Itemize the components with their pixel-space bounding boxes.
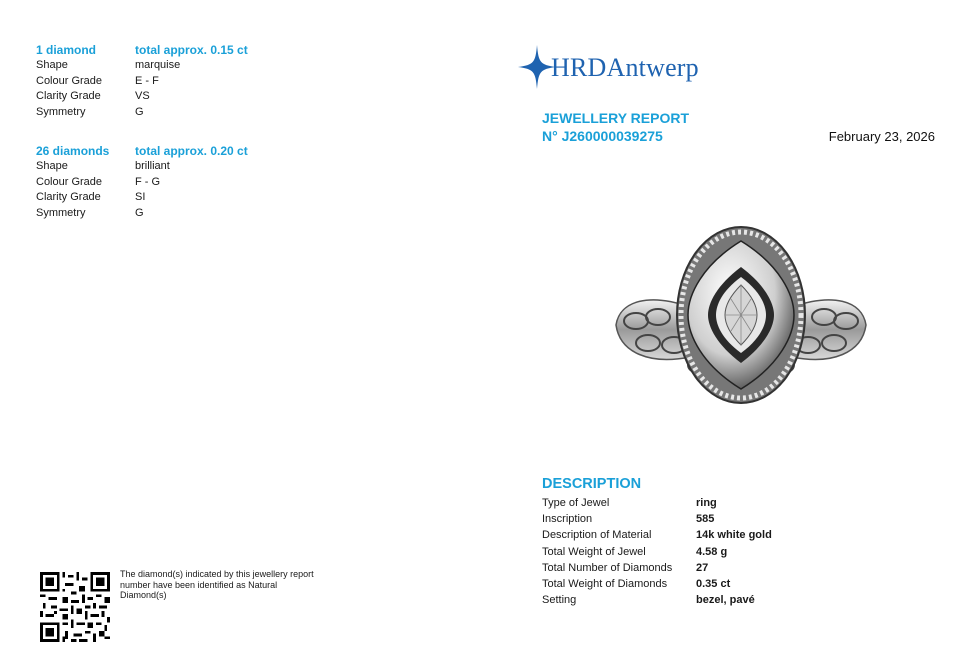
- description-value: 585: [696, 513, 715, 526]
- diamond-group-header: [36, 43, 296, 58]
- description-row: [542, 592, 772, 608]
- description-value: 0.35 ct: [696, 577, 731, 590]
- diamond-count: 1 diamond: [36, 43, 97, 57]
- spec-row: [36, 190, 296, 206]
- spec-row: [36, 58, 296, 74]
- description-value: 4.58 g: [696, 545, 728, 558]
- spec-row: [36, 159, 296, 175]
- spec-label: Clarity Grade: [36, 191, 101, 203]
- spec-row: [36, 105, 296, 121]
- diamond-total-weight: total approx. 0.20 ct: [135, 144, 248, 158]
- spec-row: [36, 206, 296, 222]
- description-value: ring: [696, 497, 717, 509]
- description-label: Setting: [542, 594, 577, 607]
- report-date: February 23, 2026: [828, 129, 935, 144]
- description-row: [542, 576, 772, 592]
- spec-label: Symmetry: [36, 105, 86, 118]
- description-table: [542, 495, 772, 608]
- diamond-group-2: [36, 144, 296, 221]
- description-row: [542, 495, 772, 511]
- spec-label: Colour Grade: [36, 74, 103, 87]
- spec-value: brilliant: [135, 160, 170, 172]
- description-row: [542, 511, 772, 527]
- ring-photo: [610, 225, 872, 410]
- description-label: Total Number of Diamonds: [542, 561, 673, 574]
- description-value: 14k white gold: [696, 529, 772, 542]
- diamond-group-header: [36, 144, 296, 159]
- description-label: Type of Jewel: [542, 497, 610, 509]
- spec-row: [36, 89, 296, 105]
- diamond-total-weight: total approx. 0.15 ct: [135, 43, 248, 57]
- spec-label: Shape: [36, 160, 68, 172]
- hrd-antwerp-logo: [517, 44, 717, 90]
- description-row: [542, 527, 772, 543]
- diamond-group-1: [36, 43, 296, 120]
- diamond-count: 26 diamonds: [36, 144, 110, 158]
- spec-value: G: [135, 206, 144, 219]
- spec-value: G: [135, 105, 144, 118]
- description-label: Total Weight of Diamonds: [542, 577, 668, 590]
- spec-value: SI: [135, 191, 146, 203]
- description-value: 27: [696, 561, 709, 574]
- spec-row: [36, 175, 296, 191]
- spec-label: Shape: [36, 59, 68, 71]
- description-label: Inscription: [542, 513, 593, 526]
- logo-text: HRDAntwerp: [551, 53, 699, 82]
- description-label: Total Weight of Jewel: [542, 545, 646, 558]
- spec-value: F - G: [135, 175, 161, 188]
- spec-value: marquise: [135, 59, 181, 71]
- report-number: N° J260000039275: [542, 128, 663, 144]
- qr-code[interactable]: [40, 572, 110, 642]
- natural-diamond-note: The diamond(s) indicated by this jewellery report number have been identified as Natural Diamond(s): [120, 569, 314, 600]
- description-value: bezel, pavé: [696, 594, 755, 607]
- spec-value: VS: [135, 90, 150, 102]
- report-title: JEWELLERY REPORT: [542, 110, 690, 126]
- spec-value: E - F: [135, 74, 159, 87]
- description-title: DESCRIPTION: [542, 476, 642, 492]
- description-row: [542, 544, 772, 560]
- spec-label: Symmetry: [36, 206, 86, 219]
- description-row: [542, 560, 772, 576]
- description-label: Description of Material: [542, 529, 652, 542]
- spec-row: [36, 74, 296, 90]
- spec-label: Colour Grade: [36, 175, 103, 188]
- spec-label: Clarity Grade: [36, 90, 101, 102]
